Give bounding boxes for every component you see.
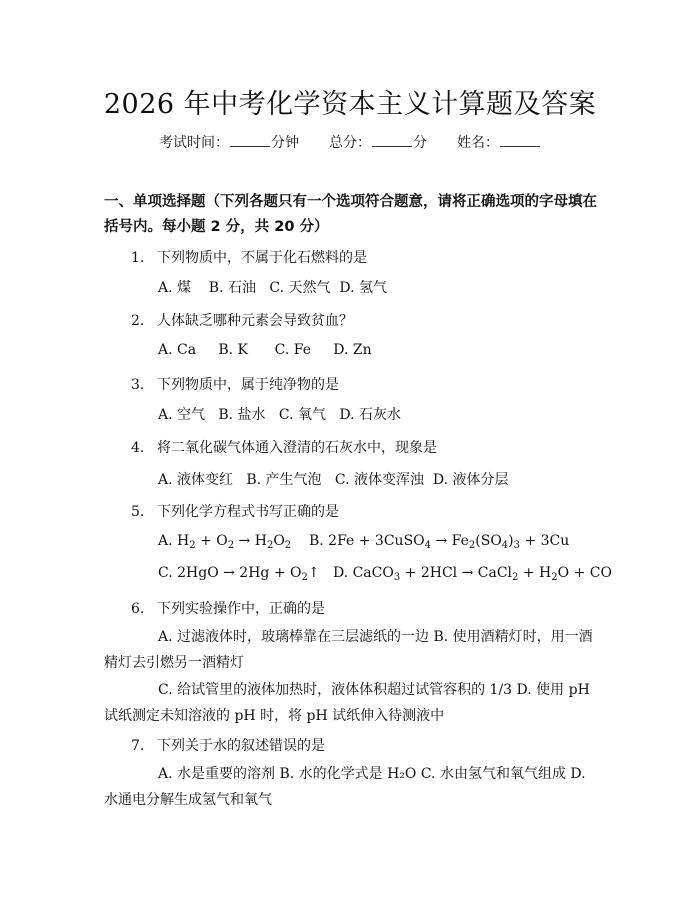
question [131,374,339,394]
question-number: 7. [131,738,145,754]
question [131,437,437,457]
question [131,247,367,267]
equation-options-ab: A. $H_2 + O_2 \to H_2O_2$ B. 2Fe + 3CuSO$_4$ → $Fe_2(SO_4)_3 + 3Cu$ [158,533,570,551]
question-options: A. 液体变红 B. 产生气泡 C. 液体变浑浊 D. 液体分层 [158,472,509,488]
exam-meta [0,132,700,152]
question [131,501,339,521]
name-blank[interactable] [500,132,540,147]
question-number: 1. [131,250,145,266]
question-stem: 将二氧化碳气体通入澄清的石灰水中，现象是 [157,440,437,456]
question-stem: 人体缺乏哪种元素会导致贫血？ [157,313,353,329]
question-stem: 下列物质中，属于纯净物的是 [157,377,339,393]
question-number: 5. [131,504,145,520]
name-label: 姓名： [457,135,499,151]
section-heading: 一、单项选择题（下列各题只有一个选项符合题意，请将正确选项的字母填在括号内。每小题 2 分，共 20 分） [104,194,597,235]
question-number: 4. [131,440,145,456]
question-options: C. 给试管里的液体加热时，液体体积超过试管容积的 1/3 D. 使用 pH 试纸测定未知溶液的 pH 时，将 pH 试纸伸入待测液中 [104,682,590,724]
time-blank[interactable] [230,132,270,147]
question-stem: 下列实验操作中，正确的是 [157,601,325,617]
equation-options-cd: C. $2HgO \to 2Hg + O_2↑$ D. CaCO$_3$ + 2HCl → CaCl$_2$ + $H_2O$ + CO [158,565,612,583]
score-unit: 分 [413,135,427,151]
question-stem: 下列化学方程式书写正确的是 [157,504,339,520]
time-label: 考试时间： [159,135,229,151]
question-options: A. 空气 B. 盐水 C. 氧气 D. 石灰水 [158,407,401,423]
time-unit: 分钟 [271,135,299,151]
question-options: A. 过滤液体时，玻璃棒靠在三层滤纸的一边 B. 使用酒精灯时，用一酒精灯去引燃另一酒精灯 [104,629,593,671]
question-options: A. Ca B. K C. Fe D. Zn [158,342,372,358]
question-stem: 下列关于水的叙述错误的是 [157,738,325,754]
score-label: 总分： [329,135,371,151]
question-options: A. 水是重要的溶剂 B. 水的化学式是 H₂O C. 水由氢气和氧气组成 D. 水通电分解生成氢气和氧气 [104,766,586,808]
question-stem: 下列物质中，不属于化石燃料的是 [157,250,367,266]
question [131,310,353,330]
question-number: 2. [131,313,145,329]
page-title: 2026 年中考化学资本主义计算题及答案 [103,89,597,120]
score-blank[interactable] [372,132,412,147]
question [131,598,325,618]
question [131,735,325,755]
question-number: 6. [131,601,145,617]
question-options: A. 煤 B. 石油 C. 天然气 D. 氢气 [158,280,387,296]
question-number: 3. [131,377,145,393]
